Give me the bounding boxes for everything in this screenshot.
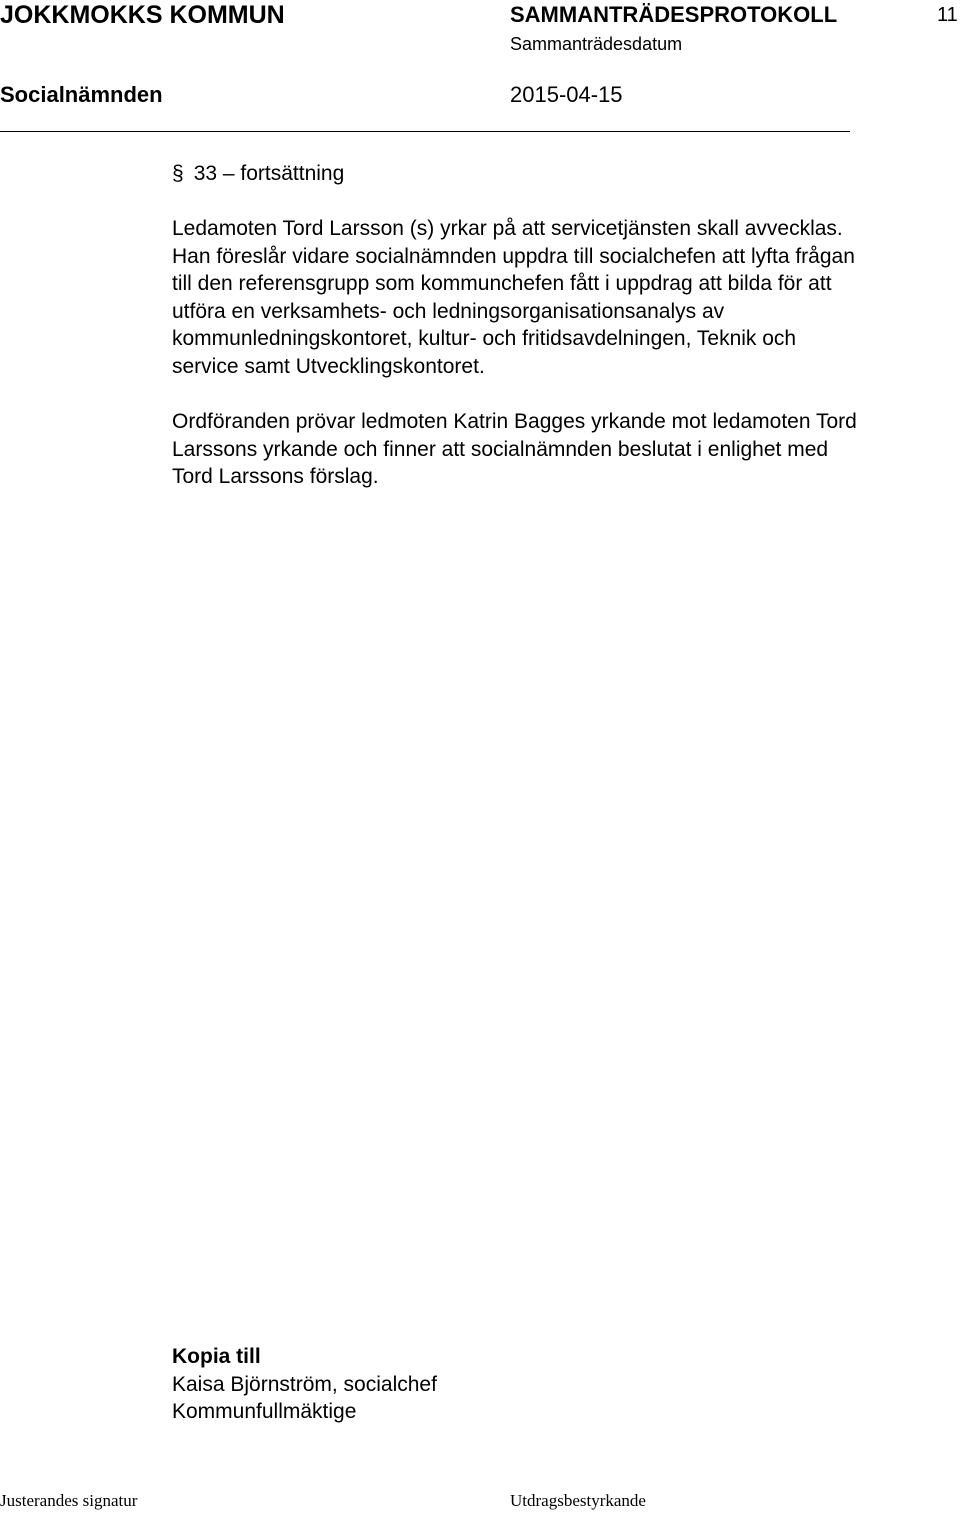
- paragraph-line: till den referensgrupp som kommunchefen fått i uppdrag att bilda för att: [172, 272, 832, 295]
- paragraph-line: utföra en verksamhets- och ledningsorganisationsanalys av: [172, 299, 725, 323]
- paragraph-line: Ordföranden prövar ledmoten Katrin Bagges yrkande mot ledamoten Tord: [172, 410, 857, 433]
- paragraph-line: Tord Larssons förslag.: [172, 465, 379, 488]
- paragraph-line: Larssons yrkande och finner att socialnämnden beslutat i enlighet med: [172, 437, 829, 461]
- section-heading: [172, 160, 344, 188]
- header-divider: [0, 131, 850, 132]
- municipality-name: JOKKMOKKS KOMMUN: [0, 1, 285, 29]
- meeting-date: 2015-04-15: [510, 82, 623, 107]
- committee-name: Socialnämnden: [0, 82, 163, 107]
- copy-recipient: Kaisa Björnström, socialchef: [172, 1372, 437, 1396]
- paragraph-line: Ledamoten Tord Larsson (s) yrkar på att servicetjänsten skall avvecklas.: [172, 217, 843, 240]
- paragraph-line: kommunledningskontoret, kultur- och fritidsavdelningen, Teknik och: [172, 327, 797, 350]
- meeting-date-label: Sammanträdesdatum: [510, 34, 683, 54]
- section-symbol: §: [172, 162, 184, 185]
- page-number: 11: [937, 4, 958, 26]
- protocol-title: SAMMANTRÄDESPROTOKOLL: [510, 2, 838, 27]
- paragraph-decision: [172, 408, 960, 491]
- copy-to-title: Kopia till: [172, 1345, 261, 1368]
- paragraph-motion: [172, 215, 960, 380]
- copy-to-block: [172, 1343, 437, 1426]
- footer-signature-label: Justerandes signatur: [0, 1491, 138, 1510]
- paragraph-line: Han föreslår vidare socialnämnden uppdra till socialchefen att lyfta frågan: [172, 244, 855, 268]
- copy-recipient: Kommunfullmäktige: [172, 1400, 357, 1423]
- footer-extract-label: Utdragsbestyrkande: [510, 1491, 646, 1510]
- section-heading-text: 33 – fortsättning: [193, 162, 345, 185]
- paragraph-line: service samt Utvecklingskontoret.: [172, 354, 485, 378]
